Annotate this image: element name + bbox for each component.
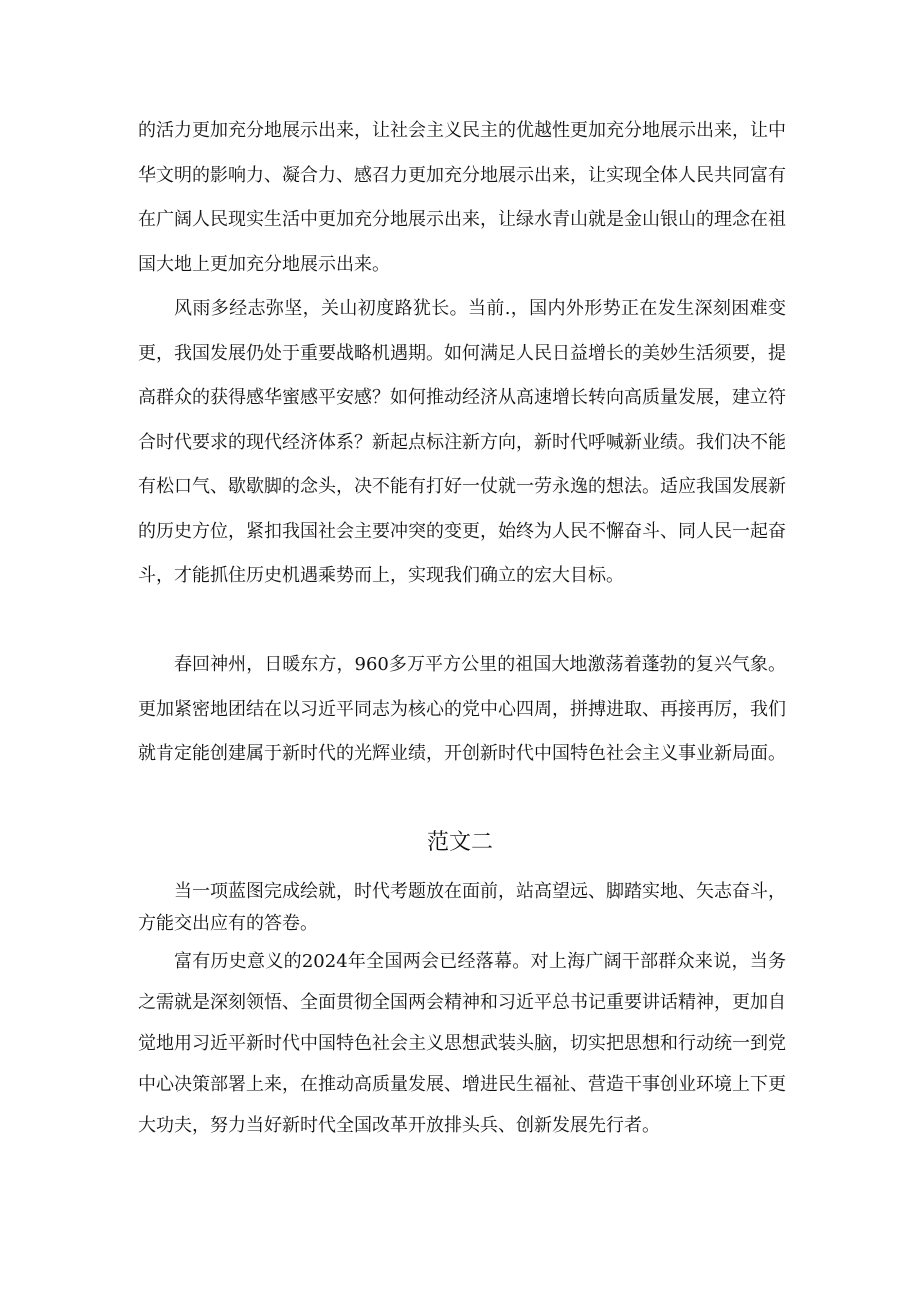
paragraph-continued: 的活力更加充分地展示出来，让社会主义民主的优越性更加充分地展示出来，让中华文明的影响力、凝合力、感召力更加充分地展示出来，让实现全体人民共同富有在广阔人民现实生活中更加充分地展示出来，让绿水青山就是金山银山的理念在祖国大地上更加充分地展示出来。	[138, 120, 786, 275]
paragraph-challenges: 风雨多经志弥坚，关山初度路犹长。当前.，国内外形势正在发生深刻困难变更，我国发展仍处于重要战略机遇期。如何满足人民日益增长的美妙生活须要，提高群众的获得感华蜜感平安感？如何推动经济从高速增长转向高质量发展，建立符合时代要求的现代经济体系？新起点标注新方向，新时代呼喊新业绩。我们决不能有松口气、歇歇脚的念头，决不能有打好一仗就一劳永逸的想法。适应我国发展新的历史方位，紧扣我国社会主要冲突的变更，始终为人民不懈奋斗、同人民一起奋斗，才能抓住历史机遇乘势而上，实现我们确立的宏大目标。	[138, 298, 786, 586]
section-title: 范文二	[426, 830, 493, 855]
paragraph-spring: 春回神州，日暖东方，960多万平方公里的祖国大地激荡着蓬勃的复兴气象。更加紧密地团结在以习近平同志为核心的党中心四周，拼搏进取、再接再厉，我们就肯定能创建属于新时代的光辉业绩，开创新时代中国特色社会主义事业新局面。	[138, 654, 786, 764]
paragraph-two-sessions: 富有历史意义的2024年全国两会已经落幕。对上海广阔干部群众来说，当务之需就是深刻领悟、全面贯彻全国两会精神和习近平总书记重要讲话精神，更加自觉地用习近平新时代中国特色社会主义思想武装头脑，切实把思想和行动统一到党中心决策部署上来，在推动高质量发展、增进民生福祉、营造干事创业环境上下更大功夫，努力当好新时代全国改革开放排头兵、创新发展先行者。	[138, 951, 786, 1136]
paragraph-blueprint: 当一项蓝图完成绘就，时代考题放在面前，站高望远、脚踏实地、矢志奋斗，方能交出应有的答卷。	[138, 881, 786, 934]
